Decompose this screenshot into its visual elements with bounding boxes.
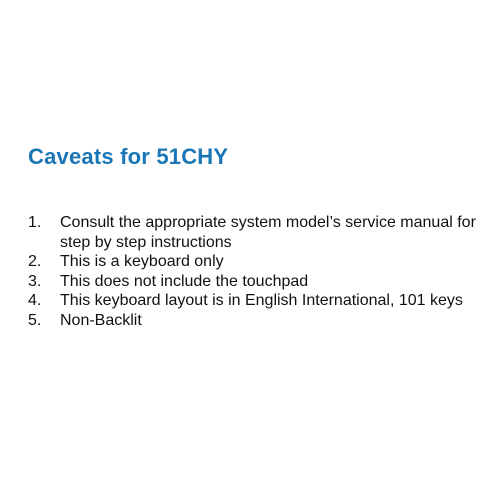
caveat-item bbox=[28, 272, 478, 292]
caveat-number: 5. bbox=[28, 311, 42, 329]
caveat-item bbox=[28, 252, 478, 272]
slide-title: Caveats for 51CHY bbox=[28, 144, 229, 169]
caveat-number: 2. bbox=[28, 253, 42, 270]
caveat-list bbox=[28, 213, 478, 330]
caveat-text: Non-Backlit bbox=[60, 311, 142, 329]
caveat-number: 3. bbox=[28, 272, 42, 290]
caveat-text: Consult the appropriate system model’s service manual for step by step instructions bbox=[60, 214, 476, 251]
caveat-text: This is a keyboard only bbox=[60, 253, 224, 270]
caveat-item bbox=[28, 291, 478, 311]
caveat-item bbox=[28, 311, 478, 331]
caveat-number: 4. bbox=[28, 292, 42, 309]
caveat-text: This keyboard layout is in English International, 101 keys bbox=[60, 292, 463, 309]
caveat-item bbox=[28, 213, 478, 252]
caveat-text: This does not include the touchpad bbox=[60, 272, 309, 290]
caveat-number: 1. bbox=[28, 214, 42, 231]
